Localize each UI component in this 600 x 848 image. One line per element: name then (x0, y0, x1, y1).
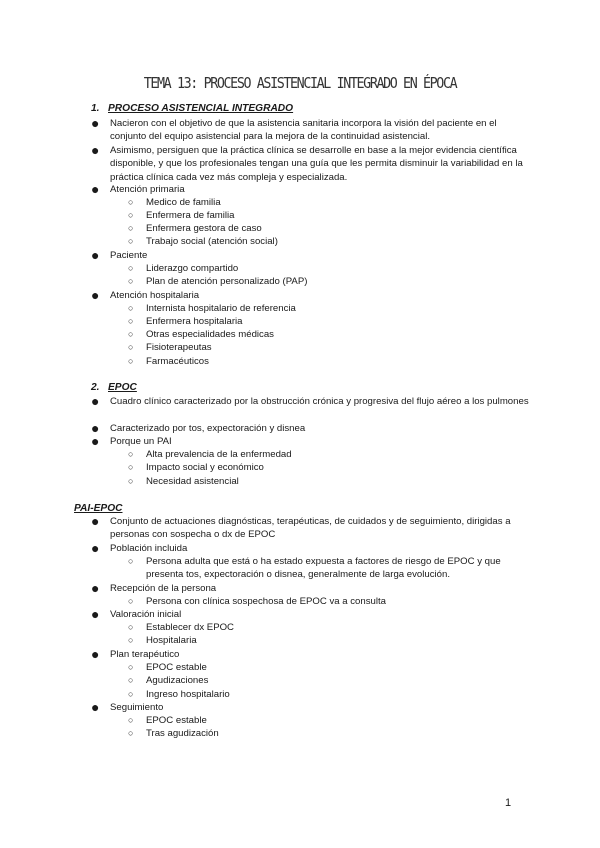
circle-bullet-icon: ○ (128, 635, 134, 645)
circle-bullet-icon: ○ (128, 596, 134, 606)
circle-bullet-icon: ○ (128, 715, 134, 725)
circle-bullet-icon: ○ (128, 462, 134, 472)
circle-bullet-icon: ○ (128, 223, 134, 233)
list-label: Población incluida (110, 543, 188, 554)
list-label: Recepción de la persona (110, 583, 217, 594)
circle-bullet-icon: ○ (128, 728, 134, 738)
circle-bullet-icon: ○ (128, 316, 134, 326)
paragraph: Conjunto de actuaciones diagnósticas, terapéuticas, de cuidados y de seguimiento, dirigidas a personas con sospecha o dx de EPOC (110, 516, 511, 541)
circle-bullet-icon: ○ (128, 303, 134, 313)
list-label: Seguimiento (110, 702, 164, 713)
list-item: Establecer dx EPOC (146, 622, 234, 633)
bullet-icon: ● (91, 393, 100, 409)
circle-bullet-icon: ○ (128, 210, 134, 220)
circle-bullet-icon: ○ (128, 556, 134, 566)
circle-bullet-icon: ○ (128, 689, 134, 699)
bullet-icon: ● (91, 540, 100, 556)
circle-bullet-icon: ○ (128, 675, 134, 685)
list-item: Enfermera hospitalaria (146, 316, 243, 327)
list-item: Ingreso hospitalario (146, 689, 230, 700)
bullet-icon: ● (91, 247, 100, 263)
circle-bullet-icon: ○ (128, 476, 134, 486)
list-item: Internista hospitalario de referencia (146, 303, 296, 314)
bullet-icon: ● (91, 699, 100, 715)
list-item: Enfermera de familia (146, 210, 235, 221)
bullet-icon: ● (91, 420, 100, 436)
list-label: Atención hospitalaria (110, 290, 200, 301)
circle-bullet-icon: ○ (128, 197, 134, 207)
list-item: Fisioterapeutas (146, 342, 212, 353)
paragraph: Nacieron con el objetivo de que la asistencia sanitaria incorpora la visión del paciente en el conjunto del equipo asistencial para la mejora de la continuidad asistencial. (110, 118, 497, 143)
circle-bullet-icon: ○ (128, 342, 134, 352)
circle-bullet-icon: ○ (128, 236, 134, 246)
list-label: Plan terapéutico (110, 649, 180, 660)
page-title: TEMA 13: PROCESO ASISTENCIAL INTEGRADO EN ÉPOCA (143, 74, 457, 92)
circle-bullet-icon: ○ (128, 263, 134, 273)
section-heading: EPOC (108, 382, 137, 393)
circle-bullet-icon: ○ (128, 276, 134, 286)
paragraph: Asimismo, persiguen que la práctica clínica se desarrolle en base a la mejor evidencia científica disponible, y que los profesionales tengan una guía que les permita disminuir la variabilidad en la práctica clínica cada vez más compleja y especializada. (110, 145, 523, 183)
bullet-icon: ● (91, 287, 100, 303)
bullet-icon: ● (91, 513, 100, 529)
section-heading: PROCESO ASISTENCIAL INTEGRADO (108, 103, 294, 114)
paragraph: Cuadro clínico caracterizado por la obstrucción crónica y progresiva del flujo aéreo a los pulmones (110, 396, 529, 407)
paragraph: Caracterizado por tos, expectoración y disnea (110, 423, 306, 434)
bullet-icon: ● (91, 142, 100, 158)
list-item: Enfermera gestora de caso (146, 223, 262, 234)
list-item: Persona con clínica sospechosa de EPOC va a consulta (146, 596, 386, 607)
list-item: Plan de atención personalizado (PAP) (146, 276, 308, 287)
list-item: Trabajo social (atención social) (146, 236, 278, 247)
list-label: Paciente (110, 250, 148, 261)
list-item: Liderazgo compartido (146, 263, 239, 274)
list-item: Hospitalaria (146, 635, 197, 646)
bullet-icon: ● (91, 606, 100, 622)
list-item: Farmacéuticos (146, 356, 209, 367)
list-item: EPOC estable (146, 662, 207, 673)
circle-bullet-icon: ○ (128, 449, 134, 459)
list-label: Atención primaria (110, 184, 185, 195)
section-number: 1. (91, 103, 100, 114)
list-item: Necesidad asistencial (146, 476, 239, 487)
list-item: Persona adulta que está o ha estado expuesta a factores de riesgo de EPOC y que presenta tos, expectoración o disnea, generalmente de larga evolución. (146, 556, 501, 581)
bullet-icon: ● (91, 433, 100, 449)
circle-bullet-icon: ○ (128, 662, 134, 672)
list-item: EPOC estable (146, 715, 207, 726)
bullet-icon: ● (91, 580, 100, 596)
page-number: 1 (505, 797, 512, 809)
list-item: Otras especialidades médicas (146, 329, 274, 340)
section-heading: PAI-EPOC (74, 503, 123, 514)
list-item: Impacto social y económico (146, 462, 264, 473)
circle-bullet-icon: ○ (128, 356, 134, 366)
bullet-icon: ● (91, 646, 100, 662)
bullet-icon: ● (91, 181, 100, 197)
list-item: Tras agudización (146, 728, 219, 739)
circle-bullet-icon: ○ (128, 622, 134, 632)
list-item: Alta prevalencia de la enfermedad (146, 449, 292, 460)
section-number: 2. (91, 382, 100, 393)
list-item: Medico de familia (146, 197, 221, 208)
bullet-icon: ● (91, 115, 100, 131)
list-item: Agudizaciones (146, 675, 209, 686)
circle-bullet-icon: ○ (128, 329, 134, 339)
list-label: Porque un PAI (110, 436, 172, 447)
list-label: Valoración inicial (110, 609, 182, 620)
